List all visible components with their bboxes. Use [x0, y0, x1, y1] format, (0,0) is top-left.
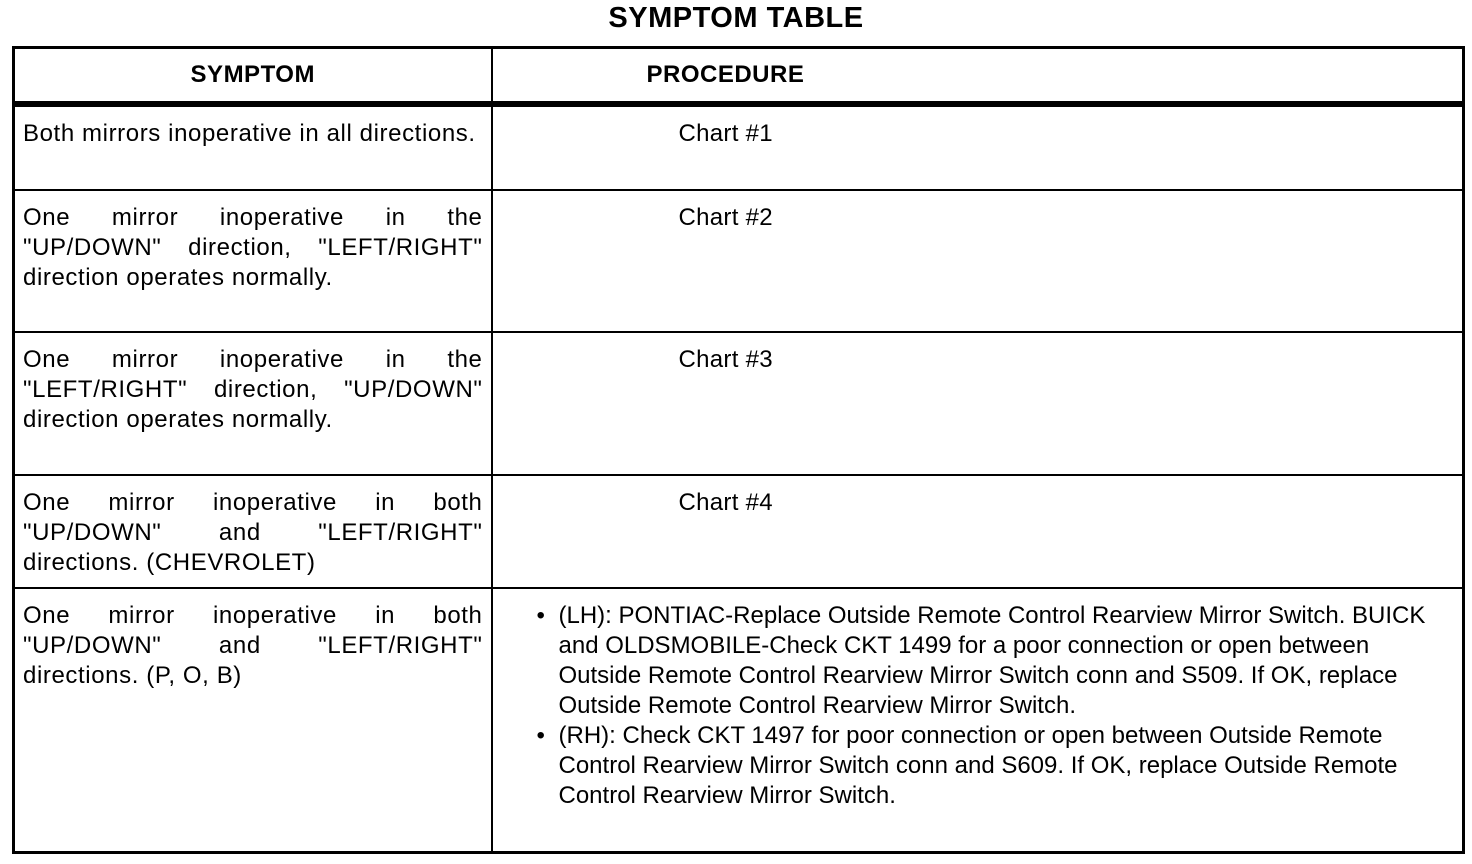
bullet-icon: •: [536, 722, 545, 749]
table-row: [14, 104, 1464, 190]
page-title: SYMPTOM TABLE: [608, 2, 864, 34]
procedure-cell: Chart #4: [492, 475, 1464, 588]
procedure-list: [529, 601, 1453, 811]
symptom-cell: One mirror inoperative in the "UP/DOWN" direction, "LEFT/RIGHT" direction operates normally.: [14, 190, 492, 332]
procedure-cell: Chart #3: [492, 332, 1464, 475]
list-item: [529, 601, 1453, 721]
bullet-icon: •: [536, 602, 545, 629]
symptom-cell: Both mirrors inoperative in all directions.: [14, 104, 492, 190]
symptom-cell: One mirror inoperative in both "UP/DOWN" and "LEFT/RIGHT" directions. (P, O, B): [14, 588, 492, 853]
symptom-table: [12, 46, 1465, 854]
table-row: [14, 190, 1464, 332]
procedure-cell: Chart #2: [492, 190, 1464, 332]
table-row: [14, 332, 1464, 475]
procedure-item-text: (LH): PONTIAC-Replace Outside Remote Control Rearview Mirror Switch. BUICK and OLDSMOBILE-Check CKT 1499 for a poor connection or open between Outside Remote Control Rearview Mirror Switch conn and S509. If OK, replace Outside Remote Control Rearview Mirror Switch.: [558, 602, 1426, 719]
symptom-cell: One mirror inoperative in both "UP/DOWN" and "LEFT/RIGHT" directions. (CHEVROLET): [14, 475, 492, 588]
table-row: [14, 475, 1464, 588]
header-symptom: SYMPTOM: [14, 48, 492, 105]
list-item: [529, 721, 1453, 811]
procedure-item-text: (RH): Check CKT 1497 for poor connection or open between Outside Remote Control Rearview Mirror Switch conn and S609. If OK, replace Outside Remote Control Rearview Mirror Switch.: [558, 722, 1398, 809]
procedure-cell: Chart #1: [492, 104, 1464, 190]
procedure-cell: [492, 588, 1464, 853]
table-row: [14, 588, 1464, 853]
table-header-row: [14, 48, 1464, 105]
symptom-cell: One mirror inoperative in the "LEFT/RIGHT" direction, "UP/DOWN" direction operates normally.: [14, 332, 492, 475]
header-procedure: PROCEDURE: [492, 48, 1464, 105]
